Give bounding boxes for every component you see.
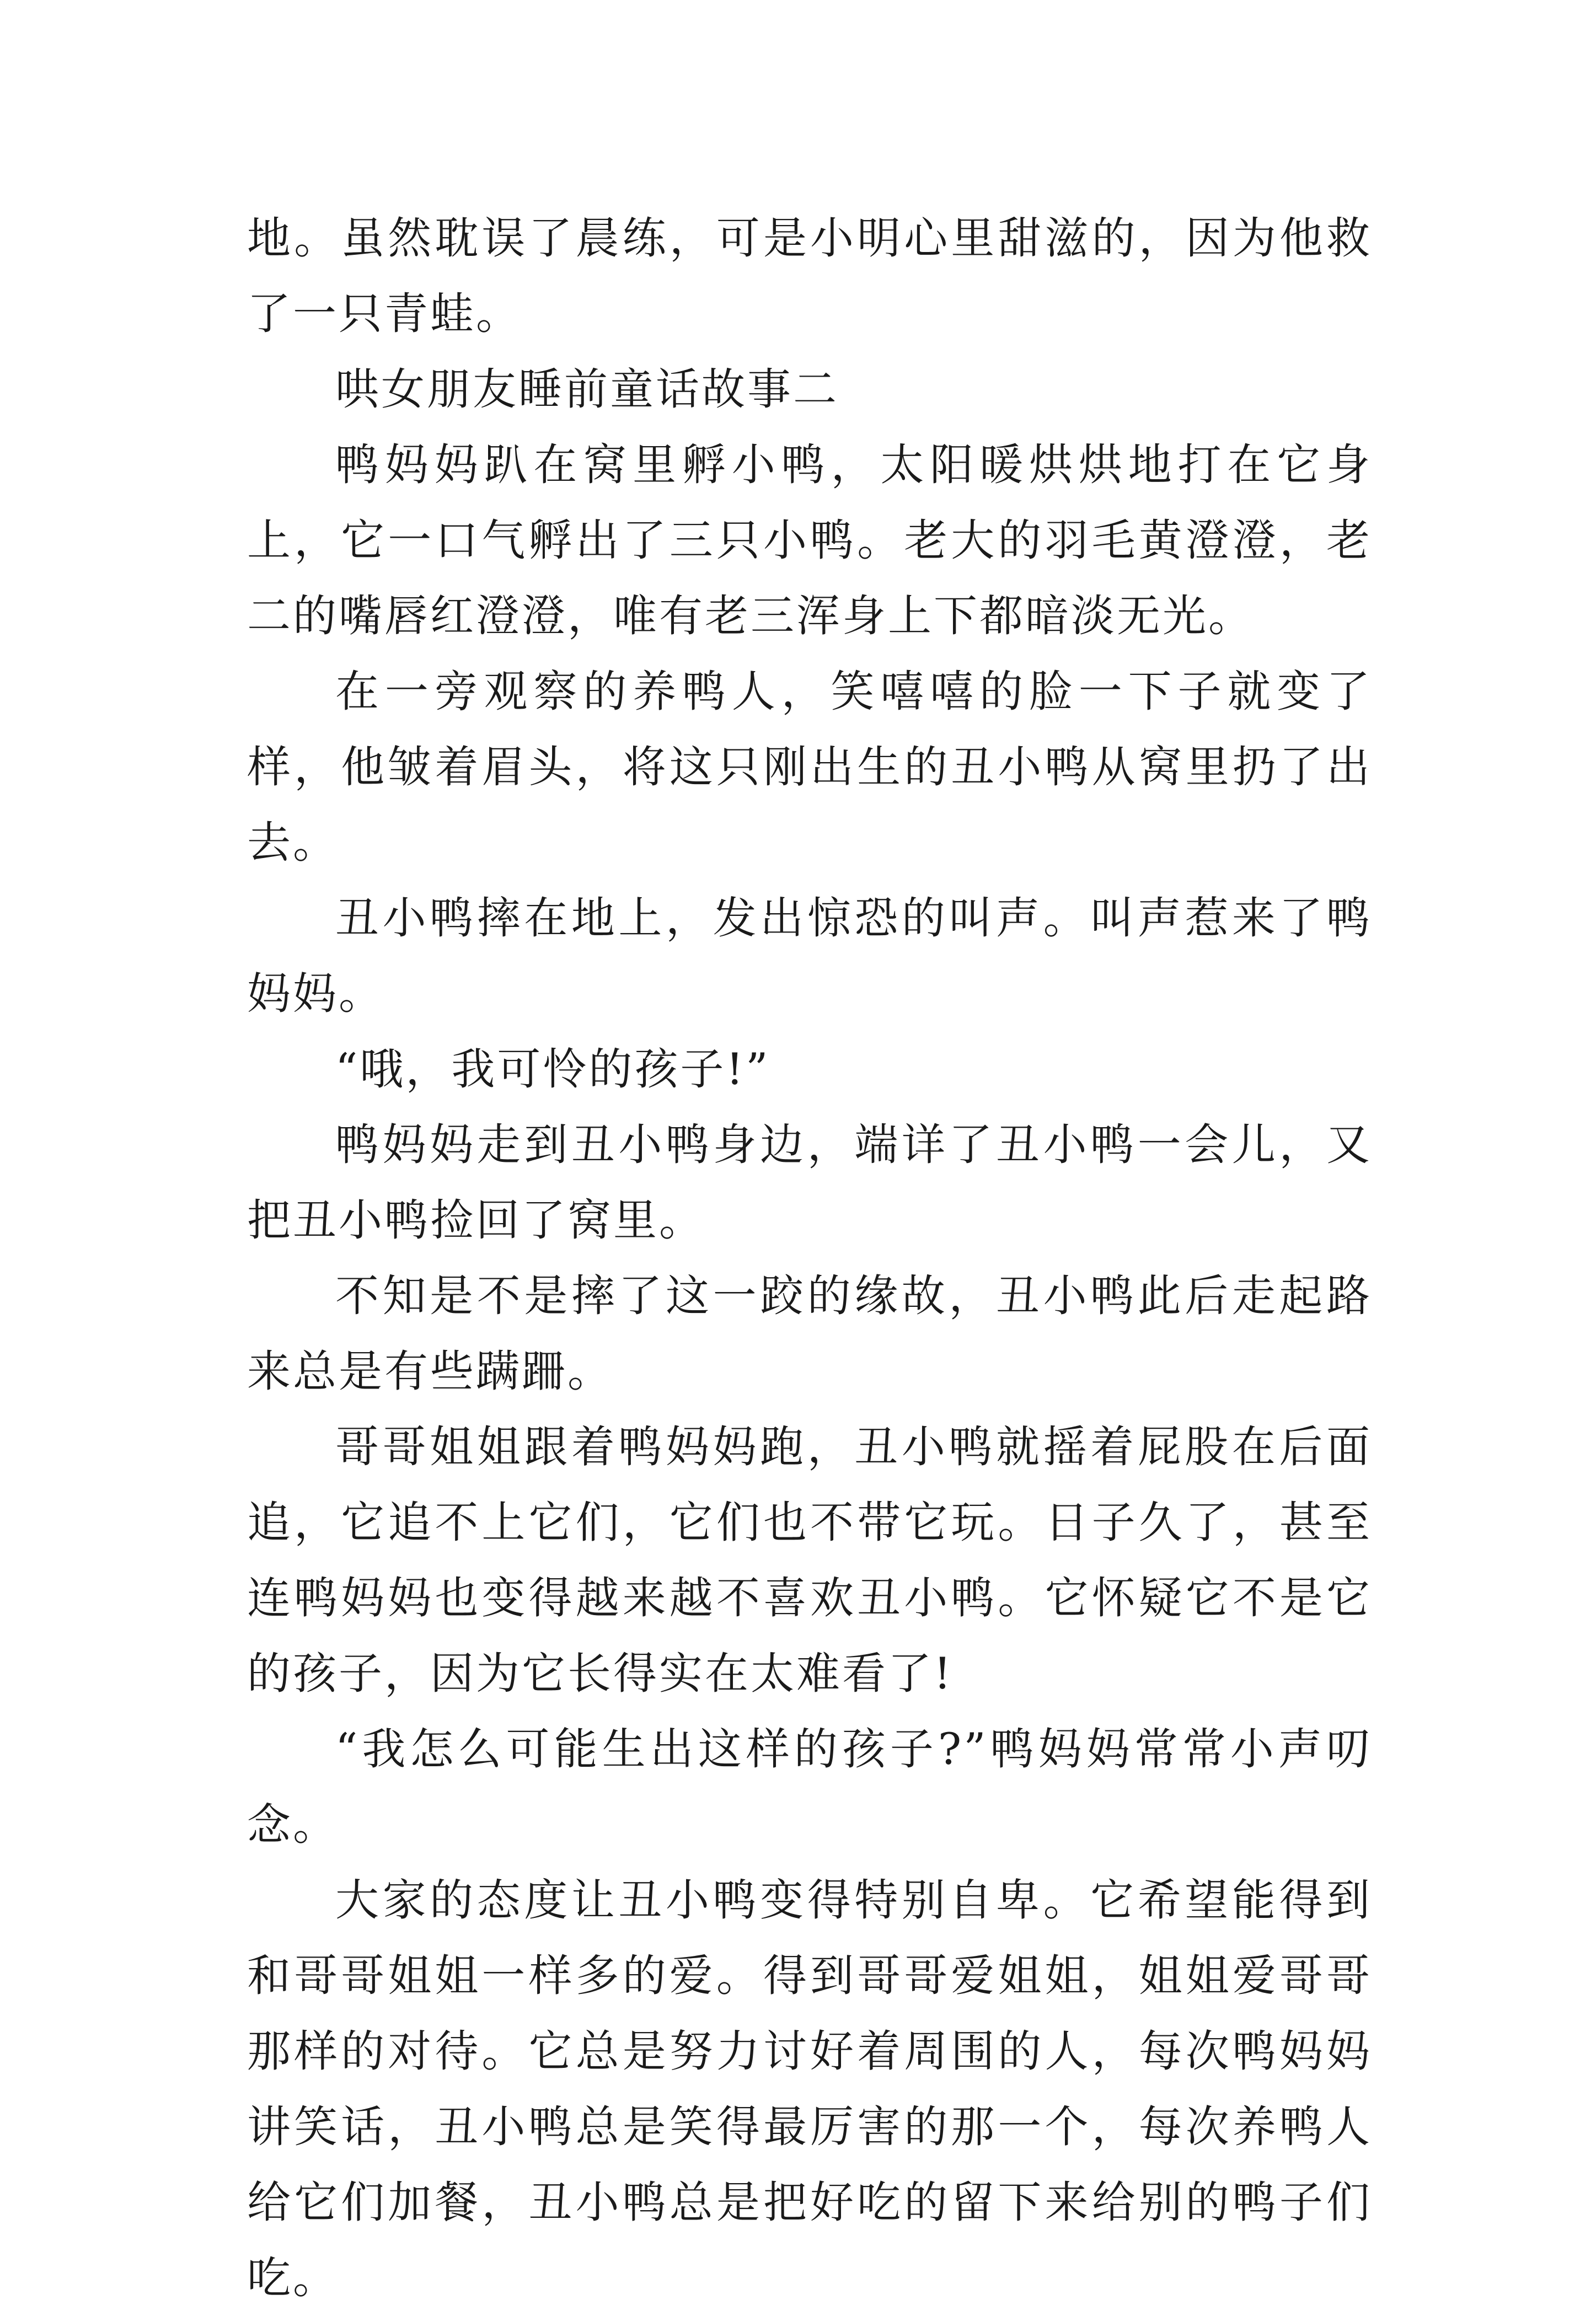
- paragraph: 哥哥姐姐跟着鸭妈妈跑，丑小鸭就摇着屁股在后面追，它追不上它们，它们也不带它玩。日子久了，甚至连鸭妈妈也变得越来越不喜欢丑小鸭。它怀疑它不是它的孩子，因为它长得实在太难看了!: [247, 1422, 1372, 1699]
- paragraph-quote: “哦，我可怜的孩子!”: [335, 1044, 770, 1095]
- paragraph-continuation: 地。虽然耽误了晨练，可是小明心里甜滋的，因为他救了一只青蛙。: [247, 213, 1372, 339]
- paragraph: 丑小鸭摔在地上，发出惊恐的叫声。叫声惹来了鸭妈妈。: [247, 893, 1372, 1019]
- paragraph-quote: “我怎么可能生出这样的孩子?”鸭妈妈常常小声叨念。: [247, 1724, 1372, 1850]
- paragraph: 不知是不是摔了这一跤的缘故，丑小鸭此后走起路来总是有些蹒跚。: [247, 1270, 1372, 1397]
- section-heading: 哄女朋友睡前童话故事二: [335, 364, 839, 415]
- paragraph: 鸭妈妈走到丑小鸭身边，端详了丑小鸭一会儿，又把丑小鸭捡回了窝里。: [247, 1119, 1372, 1246]
- paragraph: 大家的态度让丑小鸭变得特别自卑。它希望能得到和哥哥姐姐一样多的爱。得到哥哥爱姐姐，姐姐爱哥哥那样的对待。它总是努力讨好着周围的人，每次鸭妈妈讲笑话，丑小鸭总是笑得最厉害的那一个，每次养鸭人给它们加餐，丑小鸭总是把好吃的留下来给别的鸭子们吃。: [247, 1875, 1372, 2303]
- document-body: [247, 201, 1372, 2316]
- paragraph: 鸭妈妈趴在窝里孵小鸭，太阳暖烘烘地打在它身上，它一口气孵出了三只小鸭。老大的羽毛黄澄澄，老二的嘴唇红澄澄，唯有老三浑身上下都暗淡无光。: [247, 439, 1372, 641]
- paragraph: 在一旁观察的养鸭人，笑嘻嘻的脸一下子就变了样，他皱着眉头，将这只刚出生的丑小鸭从窝里扔了出去。: [247, 666, 1372, 868]
